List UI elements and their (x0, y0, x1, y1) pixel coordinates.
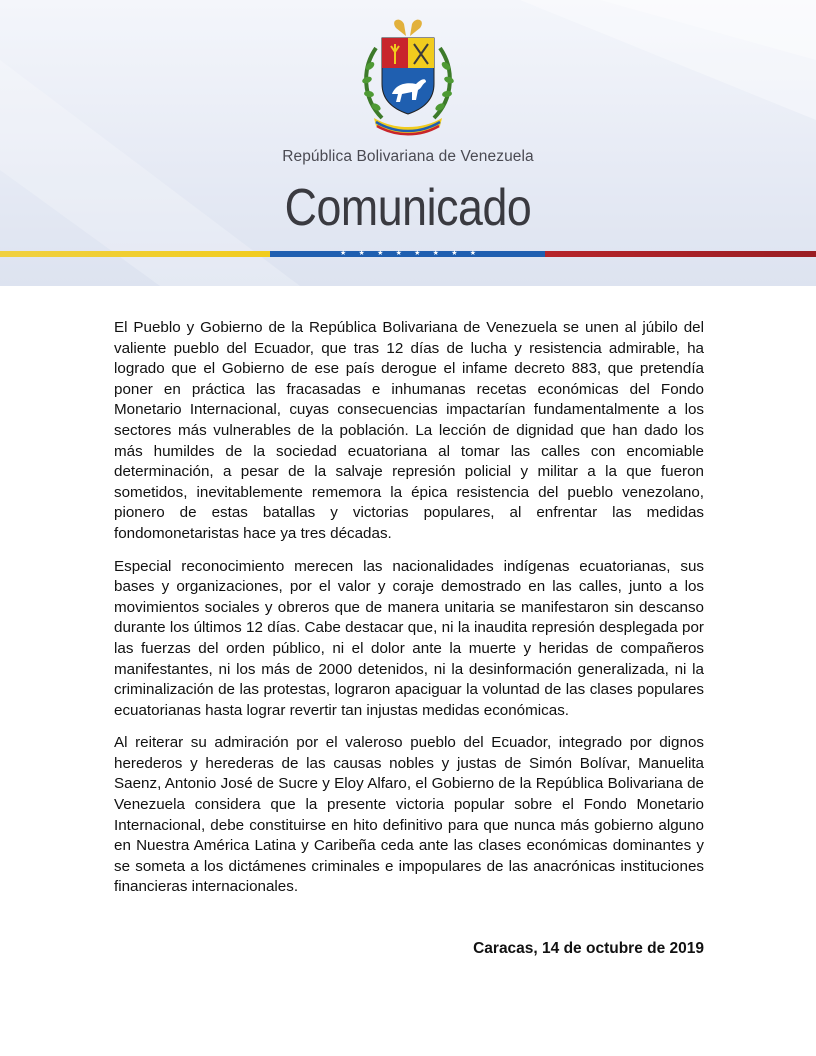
star-icon: ★ (469, 250, 476, 257)
place-date-signature: Caracas, 14 de octubre de 2019 (473, 940, 704, 957)
header-banner (0, 0, 816, 286)
body-paragraph: Especial reconocimiento merecen las nacionalidades indígenas ecuatorianas, sus bases y organizaciones, por el valor y coraje demostrado en las calles, junto a los movimientos sociales y obreros que de manera unitaria se manifestaron sin descanso durante los últimos 12 días. Cabe destacar que, ni la inaudita represión desplegada por las fuerzas del orden público, ni el dolor ante la muerte y heridas de compañeros manifestantes, ni los más de 2000 detenidos, ni la desinformación generalizada, ni la criminalización de las protestas, lograron apaciguar la voluntad de las clases populares ecuatorianas hasta lograr revertir tan injustas medidas económicas. (114, 557, 704, 719)
page-title: Comunicado (284, 179, 532, 237)
flag-band-red (545, 251, 816, 257)
body-paragraph: El Pueblo y Gobierno de la República Bolivariana de Venezuela se unen al júbilo del valiente pueblo del Ecuador, que tras 12 días de lucha y resistencia admirable, ha logrado que el Gobierno de ese país derogue el infame decreto 883, que pretendía poner en práctica las fracasadas e inhumanas recetas económicas del Fondo Monetario Internacional, cuyas consecuencias impactarían fundamentalmente a los sectores más vulnerables de la población. La lección de dignidad que han dado los más humildes de la sociedad ecuatoriana al tomar las calles con encomiable determinación, a pesar de la salvaje represión policial y militar a la que fueron sometidos, inevitablemente rememora la épica resistencia del pueblo venezolano, pionero de estas batallas y victorias populares, al enfrentar las medidas fondomonetaristas hace ya tres décadas. (114, 319, 704, 542)
coat-of-arms-icon (356, 18, 460, 140)
country-name: República Bolivariana de Venezuela (282, 148, 534, 165)
star-icon: ★ (395, 250, 402, 257)
star-icon: ★ (358, 250, 365, 257)
flag-stars (340, 250, 476, 260)
body-paragraph: Al reiterar su admiración por el valeroso pueblo del Ecuador, integrado por dignos herederos y herederas de las causas nobles y justas de Simón Bolívar, Manuelita Saenz, Antonio José de Sucre y Eloy Alfaro, el Gobierno de la República Bolivariana de Venezuela considera que la presente victoria popular sobre el Fondo Monetario Internacional, debe constituirse en hito definitivo para que nunca más gobierno alguno en Nuestra América Latina y Caribeña ceda ante las clases económicas dominantes y se someta a los dictámenes criminales e impopulares de las anacrónicas instituciones financieras internacionales. (114, 734, 704, 896)
star-icon: ★ (377, 250, 384, 257)
star-icon: ★ (414, 250, 421, 257)
star-icon: ★ (451, 250, 458, 257)
flag-band-yellow (0, 251, 270, 257)
star-icon: ★ (432, 250, 439, 257)
star-icon: ★ (340, 250, 347, 257)
communique-body (114, 318, 704, 910)
